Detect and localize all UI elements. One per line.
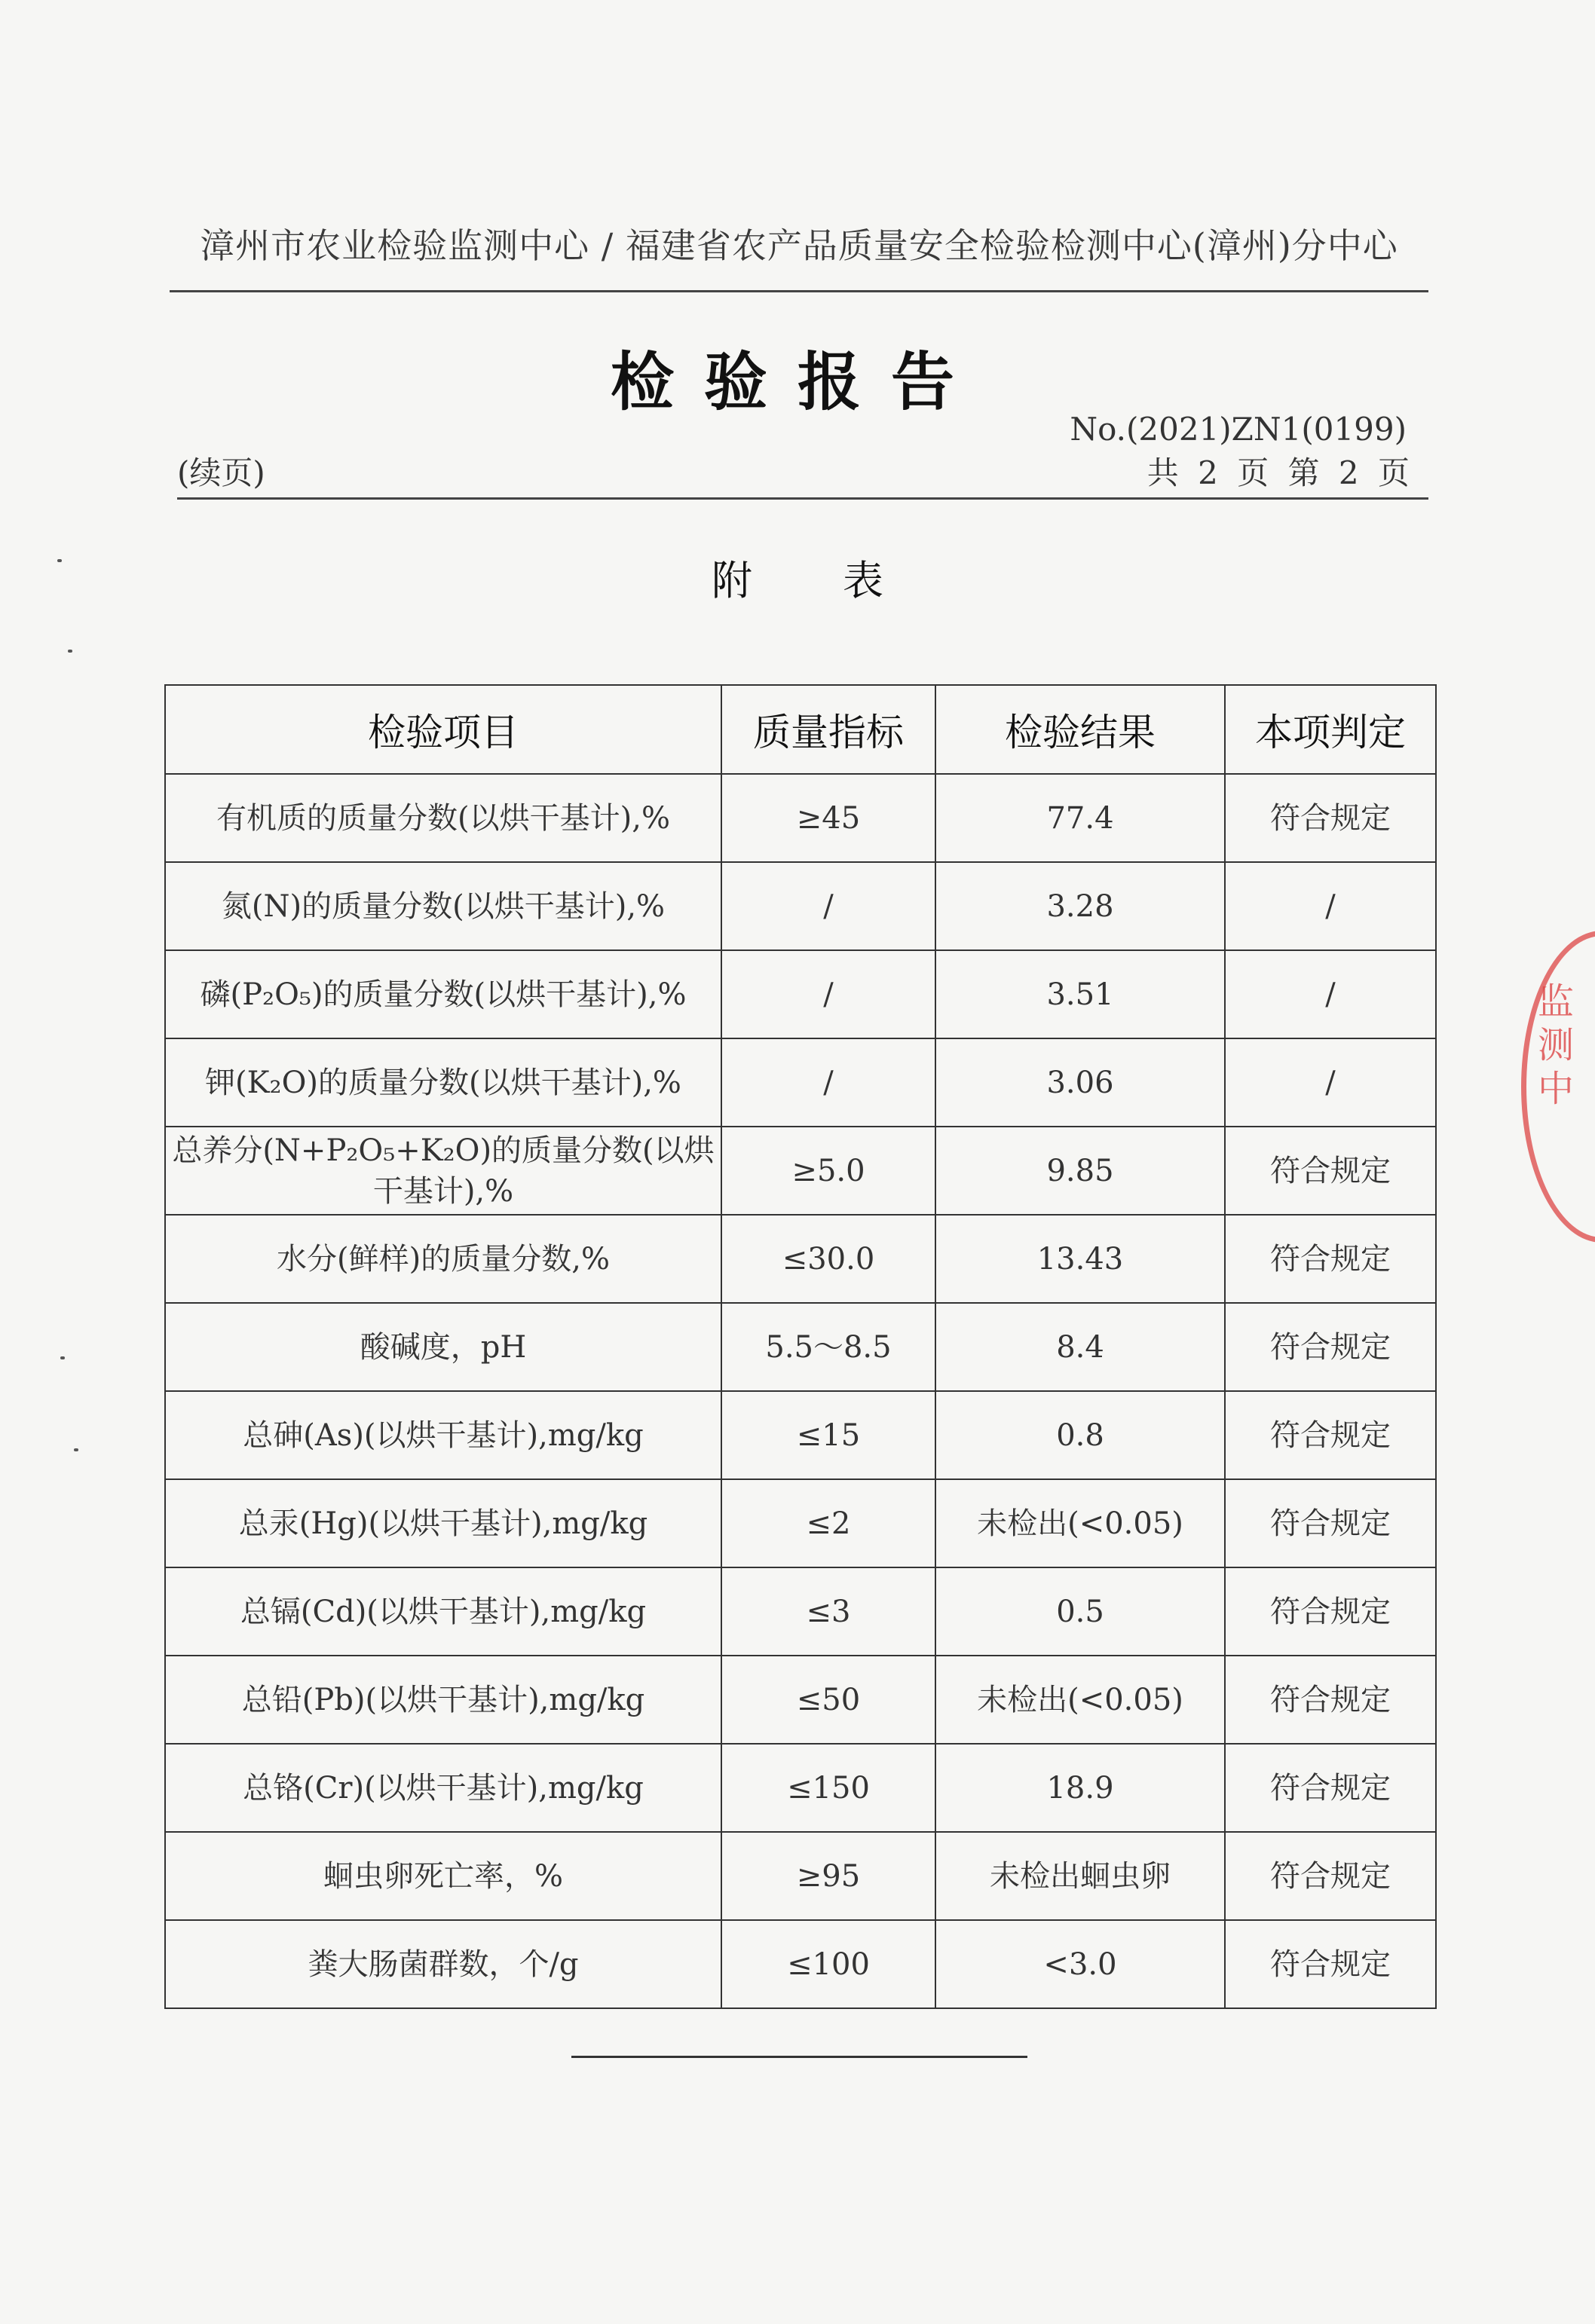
report-number: No.(2021)ZN1(0199) (1070, 411, 1407, 448)
table-row (165, 774, 1436, 862)
cell-result: 8.4 (935, 1303, 1225, 1391)
end-rule (571, 2056, 1027, 2058)
cell-item: 总铬(Cr)(以烘干基计),mg/kg (165, 1744, 721, 1832)
header-index: 质量指标 (721, 685, 935, 774)
cell-item: 蛔虫卵死亡率，% (165, 1832, 721, 1920)
page-count: 共 2 页 第 2 页 (1147, 454, 1414, 491)
cell-item: 磷(P₂O₅)的质量分数(以烘干基计),% (165, 950, 721, 1038)
cell-index: ≤150 (721, 1744, 935, 1832)
organization-header: 漳州市农业检验监测中心 / 福建省农产品质量安全检验检测中心(漳州)分中心 (200, 225, 1398, 266)
cell-verdict: 符合规定 (1225, 774, 1436, 862)
table-row (165, 950, 1436, 1038)
cell-verdict: 符合规定 (1225, 1127, 1436, 1215)
results-table (164, 684, 1437, 2009)
cell-verdict: 符合规定 (1225, 1391, 1436, 1479)
cell-index: / (721, 862, 935, 950)
title-divider (177, 497, 1428, 500)
section-title: 附表 (712, 557, 974, 604)
cell-item: 总镉(Cd)(以烘干基计),mg/kg (165, 1567, 721, 1656)
continued-label: (续页) (177, 454, 265, 491)
table-row (165, 1656, 1436, 1744)
cell-item: 水分(鲜样)的质量分数,% (165, 1215, 721, 1303)
stamp-lettering: 监测中 (1538, 980, 1575, 1110)
cell-index: ≤50 (721, 1656, 935, 1744)
cell-index: 5.5～8.5 (721, 1303, 935, 1391)
cell-result: 3.51 (935, 950, 1225, 1038)
header-result: 检验结果 (935, 685, 1225, 774)
cell-index: ≤100 (721, 1920, 935, 2008)
cell-result: 13.43 (935, 1215, 1225, 1303)
cell-index: ≤2 (721, 1479, 935, 1567)
table-row (165, 862, 1436, 950)
table-row (165, 1391, 1436, 1479)
header-divider (170, 290, 1428, 292)
cell-item: 总铅(Pb)(以烘干基计),mg/kg (165, 1656, 721, 1744)
cell-index: / (721, 1038, 935, 1127)
cell-verdict: / (1225, 950, 1436, 1038)
cell-verdict: 符合规定 (1225, 1215, 1436, 1303)
cell-result: 18.9 (935, 1744, 1225, 1832)
cell-verdict: / (1225, 862, 1436, 950)
cell-index: ≥95 (721, 1832, 935, 1920)
table-row (165, 1832, 1436, 1920)
cell-item: 氮(N)的质量分数(以烘干基计),% (165, 862, 721, 950)
table-row (165, 1479, 1436, 1567)
cell-result: <3.0 (935, 1920, 1225, 2008)
cell-result: 3.28 (935, 862, 1225, 950)
header-item: 检验项目 (165, 685, 721, 774)
cell-verdict: 符合规定 (1225, 1744, 1436, 1832)
scan-speck (57, 559, 62, 562)
cell-item: 粪大肠菌群数，个/g (165, 1920, 721, 2008)
cell-item: 总砷(As)(以烘干基计),mg/kg (165, 1391, 721, 1479)
cell-result: 77.4 (935, 774, 1225, 862)
table-header-row (165, 685, 1436, 774)
table-row (165, 1744, 1436, 1832)
table-body (165, 774, 1436, 2008)
cell-result: 9.85 (935, 1127, 1225, 1215)
cell-item: 有机质的质量分数(以烘干基计),% (165, 774, 721, 862)
header-verdict: 本项判定 (1225, 685, 1436, 774)
cell-verdict: 符合规定 (1225, 1832, 1436, 1920)
cell-index: ≥5.0 (721, 1127, 935, 1215)
table-row (165, 1038, 1436, 1127)
report-title: 检验报告 (610, 345, 984, 419)
cell-result: 0.5 (935, 1567, 1225, 1656)
cell-index: ≤30.0 (721, 1215, 935, 1303)
cell-verdict: 符合规定 (1225, 1567, 1436, 1656)
cell-item: 总养分(N+P₂O₅+K₂O)的质量分数(以烘干基计),% (165, 1127, 721, 1215)
table-row (165, 1567, 1436, 1656)
cell-index: ≥45 (721, 774, 935, 862)
cell-result: 3.06 (935, 1038, 1225, 1127)
scan-speck (60, 1356, 65, 1359)
scan-speck (74, 1448, 78, 1451)
table-row (165, 1303, 1436, 1391)
cell-verdict: / (1225, 1038, 1436, 1127)
cell-result: 未检出(<0.05) (935, 1656, 1225, 1744)
cell-index: / (721, 950, 935, 1038)
cell-item: 钾(K₂O)的质量分数(以烘干基计),% (165, 1038, 721, 1127)
cell-verdict: 符合规定 (1225, 1920, 1436, 2008)
cell-item: 总汞(Hg)(以烘干基计),mg/kg (165, 1479, 721, 1567)
cell-item: 酸碱度，pH (165, 1303, 721, 1391)
table-row (165, 1127, 1436, 1215)
cell-index: ≤15 (721, 1391, 935, 1479)
cell-verdict: 符合规定 (1225, 1656, 1436, 1744)
cell-verdict: 符合规定 (1225, 1303, 1436, 1391)
table-row (165, 1215, 1436, 1303)
scan-speck (68, 650, 72, 653)
table-row (165, 1920, 1436, 2008)
cell-result: 0.8 (935, 1391, 1225, 1479)
cell-result: 未检出蛔虫卵 (935, 1832, 1225, 1920)
cell-index: ≤3 (721, 1567, 935, 1656)
cell-verdict: 符合规定 (1225, 1479, 1436, 1567)
cell-result: 未检出(<0.05) (935, 1479, 1225, 1567)
